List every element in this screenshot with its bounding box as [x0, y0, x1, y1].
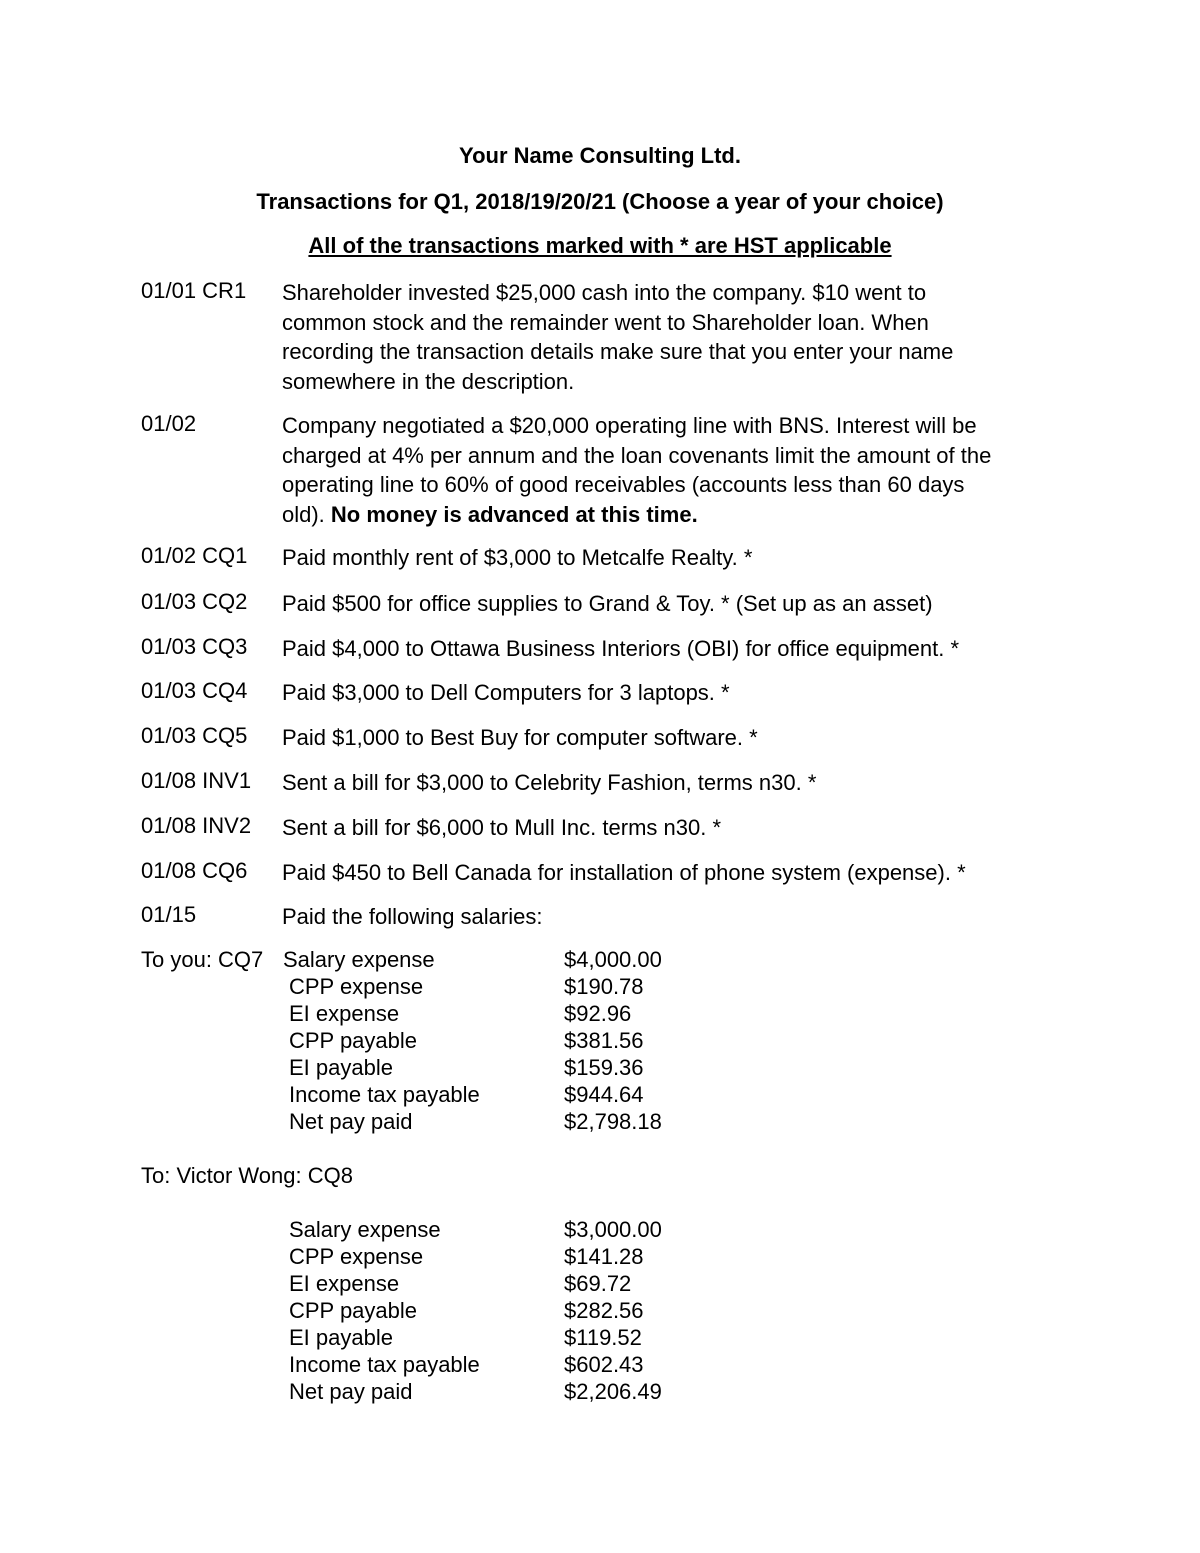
payroll-line: Salary expense $4,000.00 — [283, 947, 662, 972]
transaction-description: Paid $450 to Bell Canada for installation of phone system (expense). * — [282, 860, 966, 885]
payroll-you-label: To you: CQ7 — [141, 947, 264, 972]
transaction-description: Paid $500 for office supplies to Grand & Toy. * (Set up as an asset) — [282, 591, 933, 616]
payroll-line: CPP payable $381.56 — [289, 1028, 644, 1053]
transaction-description: Sent a bill for $3,000 to Celebrity Fashion, terms n30. * — [282, 770, 817, 795]
payroll-line: CPP expense $141.28 — [289, 1244, 644, 1269]
transaction-description: Paid $1,000 to Best Buy for computer software. * — [282, 725, 758, 750]
transaction-code: 01/08 CQ6 — [141, 858, 248, 883]
payroll-line: EI payable $119.52 — [289, 1325, 642, 1350]
payroll-line: Income tax payable $602.43 — [289, 1352, 644, 1377]
payroll-line: Income tax payable $944.64 — [289, 1082, 644, 1107]
transaction-description: Paid monthly rent of $3,000 to Metcalfe Realty. * — [282, 545, 753, 570]
no-money-note: No money is advanced at this time. — [330, 501, 698, 527]
transaction-code: 01/03 CQ5 — [141, 723, 248, 748]
transaction-code: 01/03 CQ4 — [141, 678, 248, 703]
transaction-code: 01/02 CQ1 — [141, 543, 248, 568]
transaction-code: 01/03 CQ3 — [141, 634, 248, 659]
transaction-description: Paid the following salaries: — [282, 904, 543, 929]
transaction-description: Company negotiated a $20,000 operating line with BNS. Interest will be charged at 4% per annum and the loan covenants limit the amount of the operating line to 60% of good receivables (accounts less than 60 days old). No money is advanced at this time. — [282, 413, 992, 527]
payroll-line: CPP expense $190.78 — [289, 974, 644, 999]
transaction-code: 01/15 — [141, 902, 197, 927]
payroll-line: Salary expense $3,000.00 — [289, 1217, 662, 1242]
transaction-description: Sent a bill for $6,000 to Mull Inc. terms n30. * — [282, 815, 722, 840]
page-subtitle: Transactions for Q1, 2018/19/20/21 (Choose a year of your choice) — [256, 189, 944, 214]
payroll-line: Net pay paid $2,798.18 — [289, 1109, 662, 1134]
transaction-code: 01/01 CR1 — [141, 278, 247, 303]
payroll-line: EI payable $159.36 — [289, 1055, 644, 1080]
transaction-code: 01/03 CQ2 — [141, 589, 248, 614]
transaction-description: Paid $4,000 to Ottawa Business Interiors (OBI) for office equipment. * — [282, 636, 960, 661]
hst-note: All of the transactions marked with * are HST applicable — [308, 233, 892, 258]
transaction-description: Shareholder invested $25,000 cash into the company. $10 went to common stock and the remainder went to Shareholder loan. When recording the transaction details make sure that you enter your name somewhere in the description. — [282, 280, 954, 394]
payroll-line: CPP payable $282.56 — [289, 1298, 644, 1323]
payroll-line: Net pay paid $2,206.49 — [289, 1379, 662, 1404]
transaction-description: Paid $3,000 to Dell Computers for 3 laptops. * — [282, 680, 730, 705]
payroll-line: EI expense $69.72 — [289, 1271, 632, 1296]
payroll-line: EI expense $92.96 — [289, 1001, 632, 1026]
company-title: Your Name Consulting Ltd. — [459, 143, 741, 168]
transaction-code: 01/02 — [141, 411, 197, 436]
transaction-code: 01/08 INV1 — [141, 768, 252, 793]
payroll-victor-label: To: Victor Wong: CQ8 — [141, 1163, 353, 1188]
transaction-code: 01/08 INV2 — [141, 813, 252, 838]
